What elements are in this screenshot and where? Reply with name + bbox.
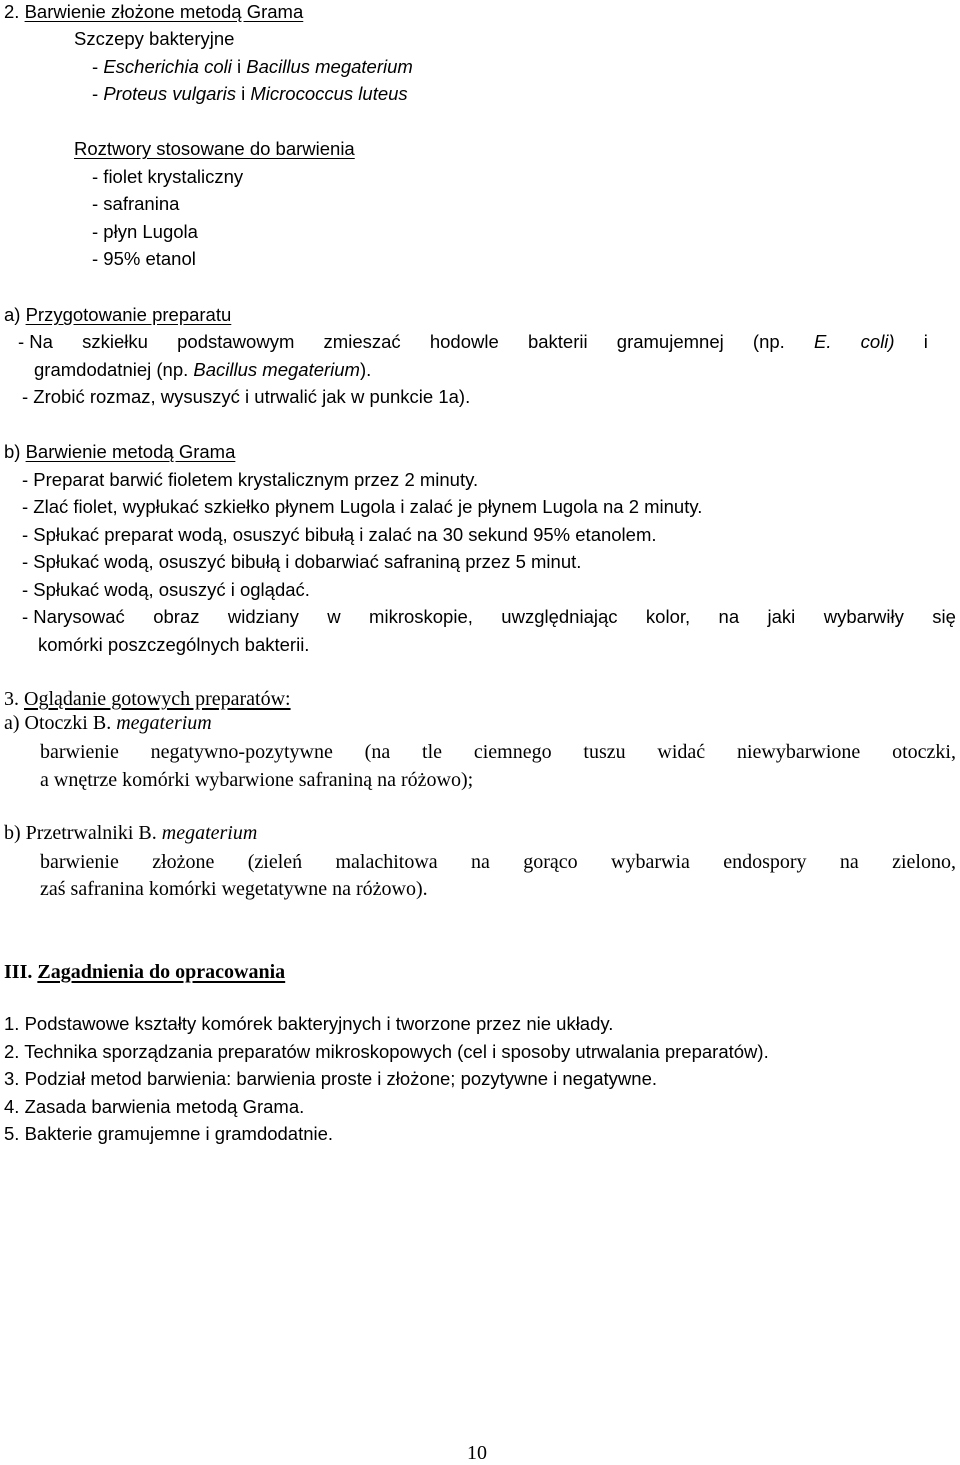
section-3b-heading: [4, 821, 257, 845]
strain-line-2: [92, 82, 408, 106]
word: (zieleń: [247, 851, 303, 873]
step-item: - Spłukać wodą, osuszyć i oglądać.: [22, 579, 310, 600]
word: się: [932, 606, 956, 627]
word: uwzględniając: [501, 606, 618, 627]
genus: B.: [138, 822, 157, 844]
word: gorąco: [523, 851, 578, 873]
solutions-heading: Roztwory stosowane do barwienia: [74, 138, 355, 159]
subsection-a-heading: [4, 303, 231, 327]
word: barwienie: [40, 741, 119, 763]
step-item: - Zlać fiolet, wypłukać szkiełko płynem Lugola i zalać je płynem Lugola na 2 minuty.: [22, 496, 703, 517]
word: na: [839, 851, 859, 873]
species-name: Escherichia coli: [103, 56, 232, 77]
section-III-heading: [4, 960, 285, 984]
label: a) Otoczki: [4, 712, 93, 734]
step-item: - Spłukać preparat wodą, osuszyć bibułą i zalać na 30 sekund 95% etanolem.: [22, 524, 657, 545]
species: megaterium: [111, 712, 212, 734]
conjunction: i: [231, 56, 247, 77]
word: podstawowym: [177, 331, 295, 352]
species-name: Proteus vulgaris: [103, 83, 236, 104]
subsection-a-line-3: - Zrobić rozmaz, wysuszyć i utrwalić jak w punkcie 1a).: [22, 386, 471, 407]
topic-item: 2. Technika sporządzania preparatów mikroskopowych (cel i sposoby utrwalania preparatów).: [4, 1041, 769, 1062]
word: negatywno-pozytywne: [150, 741, 333, 763]
step-item-last-line-2: komórki poszczególnych bakterii.: [38, 634, 310, 655]
word: szkiełku: [82, 331, 148, 352]
word: w: [327, 606, 341, 627]
word: niewybarwione: [737, 741, 861, 763]
section-3-number: 3.: [4, 688, 24, 710]
solution-item: - safranina: [92, 193, 180, 214]
section-2-title: Barwienie złożone metodą Grama: [24, 1, 304, 22]
genus: B.: [92, 712, 112, 734]
solution-item: - płyn Lugola: [92, 221, 198, 242]
step-item: - Preparat barwić fioletem krystalicznym przez 2 minuty.: [22, 469, 479, 490]
topic-item: 3. Podział metod barwienia: barwienia proste i złożone; pozytywne i negatywne.: [4, 1068, 658, 1089]
word: E.: [813, 331, 832, 352]
section-3a-heading: [4, 711, 212, 735]
section-III-number: III.: [4, 961, 38, 983]
word: kolor,: [645, 606, 691, 627]
text: ).: [359, 359, 372, 380]
section-III-title: Zagadnienia do opracowania: [37, 961, 286, 983]
strain-line-1: [92, 55, 413, 79]
word: tle: [422, 741, 443, 763]
word: malachitowa: [335, 851, 438, 873]
solution-item: - 95% etanol: [92, 248, 196, 269]
word: bakterii: [527, 331, 588, 352]
word: hodowle: [429, 331, 499, 352]
word: tuszu: [583, 741, 626, 763]
section-3b-desc-line-2: zaś safranina komórki wegetatywne na różowo).: [40, 878, 428, 900]
section-3-heading: [4, 687, 291, 711]
text: gramdodatniej (np.: [34, 359, 194, 380]
word: wybarwiły: [823, 606, 904, 627]
strains-heading: Szczepy bakteryjne: [74, 28, 235, 49]
word: (na: [364, 741, 391, 763]
word: (np.: [752, 331, 785, 352]
word: wybarwia: [611, 851, 690, 873]
word: coli): [860, 331, 895, 352]
section-3a-desc-line-1: [40, 740, 956, 764]
topic-item: 5. Bakterie gramujemne i gramdodatnie.: [4, 1123, 334, 1144]
word: mikroskopie,: [369, 606, 473, 627]
word: na: [471, 851, 490, 873]
word: zielono,: [892, 851, 956, 873]
conjunction: i: [235, 83, 251, 104]
topic-item: 4. Zasada barwienia metodą Grama.: [4, 1096, 305, 1117]
word: barwienie: [40, 851, 119, 873]
solution-item: - fiolet krystaliczny: [92, 166, 244, 187]
subsection-b-title: Barwienie metodą Grama: [25, 441, 236, 462]
section-3a-desc-line-2: a wnętrze komórki wybarwione safraniną na różowo);: [40, 769, 474, 791]
section-2-number: 2.: [4, 1, 20, 22]
species-name: Bacillus megaterium: [246, 56, 413, 77]
word: - Narysować: [22, 606, 125, 627]
word: zmieszać: [323, 331, 401, 352]
species-name: Micrococcus luteus: [250, 83, 408, 104]
word: jaki: [767, 606, 796, 627]
section-3b-desc-line-1: [40, 850, 956, 874]
subsection-b-label: b): [4, 441, 26, 462]
topic-item: 1. Podstawowe kształty komórek bakteryjnych i tworzone przez nie układy.: [4, 1013, 614, 1034]
dash: -: [92, 56, 104, 77]
subsection-a-line-1: [18, 330, 928, 354]
subsection-a-title: Przygotowanie preparatu: [25, 304, 232, 325]
section-3-title: Oglądanie gotowych preparatów:: [24, 688, 291, 710]
word: widać: [657, 741, 706, 763]
word: - Na: [18, 331, 53, 352]
species-name: Bacillus megaterium: [193, 359, 360, 380]
word: gramujemnej: [616, 331, 724, 352]
subsection-b-heading: [4, 440, 235, 464]
subsection-a-label: a): [4, 304, 26, 325]
species: megaterium: [156, 822, 258, 844]
word: endospory: [723, 851, 807, 873]
word: na: [718, 606, 740, 627]
dash: -: [92, 83, 104, 104]
subsection-a-line-2: [34, 358, 371, 382]
word: otoczki,: [892, 741, 956, 763]
step-item-last-line-1: [22, 605, 956, 629]
label: b) Przetrwalniki: [4, 822, 139, 844]
step-item: - Spłukać wodą, osuszyć bibułą i dobarwiać safraniną przez 5 minut.: [22, 551, 582, 572]
section-2-heading: [4, 0, 303, 24]
word: widziany: [227, 606, 299, 627]
word: złożone: [152, 851, 215, 873]
word: i: [923, 331, 928, 352]
word: obraz: [153, 606, 200, 627]
page-number: 10: [467, 1442, 487, 1464]
word: ciemnego: [473, 741, 552, 763]
